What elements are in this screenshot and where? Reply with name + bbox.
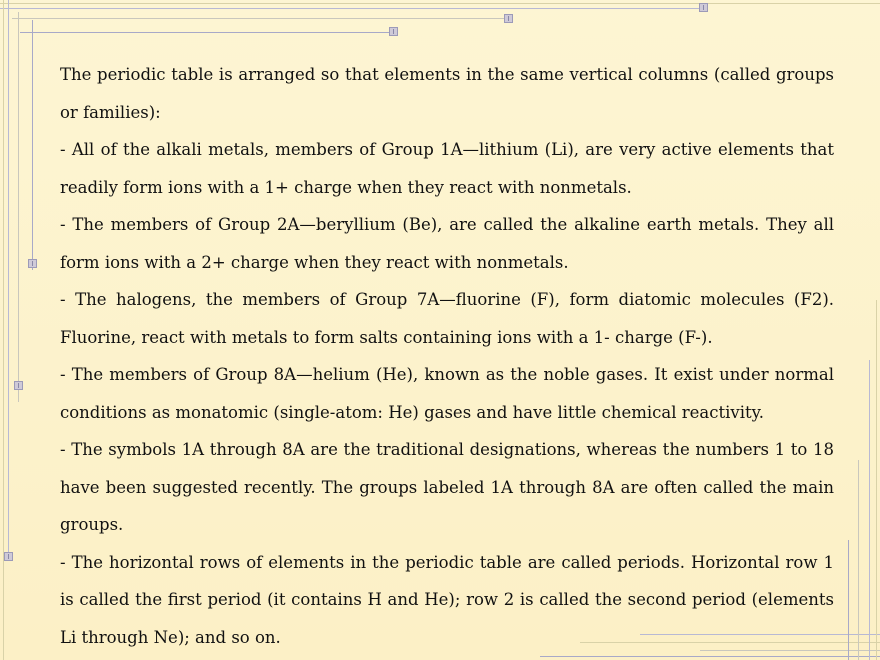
decor-line-left-4 <box>32 20 33 270</box>
paragraph-alkali-metals: - All of the alkali metals, members of Group 1A—lithium (Li), are very active elements that readily form ions with a 1+ charge when they react with nonmetals. <box>60 140 834 197</box>
paragraph-noble-gases: - The members of Group 8A—helium (He), known as the noble gases. It exist under normal conditions as monatomic (single-atom: He) gases and have little chemical reactivity. <box>60 365 834 422</box>
paragraph-periods: - The horizontal rows of elements in the periodic table are called periods. Horizontal row 1 is called the first period (it contains H and He); row 2 is called the second period (elements Li through Ne); and so on. <box>60 552 834 647</box>
decor-line-right-4 <box>848 540 849 660</box>
paragraph-intro: The periodic table is arranged so that elements in the same vertical columns (called groups or families): <box>60 65 834 122</box>
decor-knob-top-3 <box>389 27 398 36</box>
decor-knob-left-3 <box>28 259 37 268</box>
paragraph-alkaline-earth-metals: - The members of Group 2A—beryllium (Be), are called the alkaline earth metals. They all form ions with a 2+ charge when they react with nonmetals. <box>60 215 834 272</box>
decor-knob-left-1 <box>4 552 13 561</box>
decor-line-left-3 <box>18 12 19 402</box>
decor-line-right-3 <box>858 460 859 660</box>
decor-line-top-4 <box>20 32 395 33</box>
decor-line-bottom-4 <box>540 656 880 657</box>
paragraph-halogens: - The halogens, the members of Group 7A—fluorine (F), form diatomic molecules (F2). Fluorine, react with metals to form salts containing ions with a 1- charge (F-). <box>60 290 834 347</box>
paragraph-group-designations: - The symbols 1A through 8A are the traditional designations, whereas the numbers 1 to 18 have been suggested recently. The groups labeled 1A through 8A are often called the main groups. <box>60 440 834 534</box>
decor-line-top-1 <box>0 3 880 4</box>
decor-line-top-3 <box>12 18 512 19</box>
decor-knob-left-2 <box>14 381 23 390</box>
decor-knob-top-1 <box>699 3 708 12</box>
slide-body <box>60 56 834 656</box>
decor-line-right-1 <box>876 300 877 660</box>
decor-line-left-1 <box>3 0 4 660</box>
decor-line-top-2 <box>0 8 705 9</box>
decor-line-left-2 <box>8 0 9 560</box>
decor-line-right-2 <box>869 360 870 660</box>
decor-knob-top-2 <box>504 14 513 23</box>
